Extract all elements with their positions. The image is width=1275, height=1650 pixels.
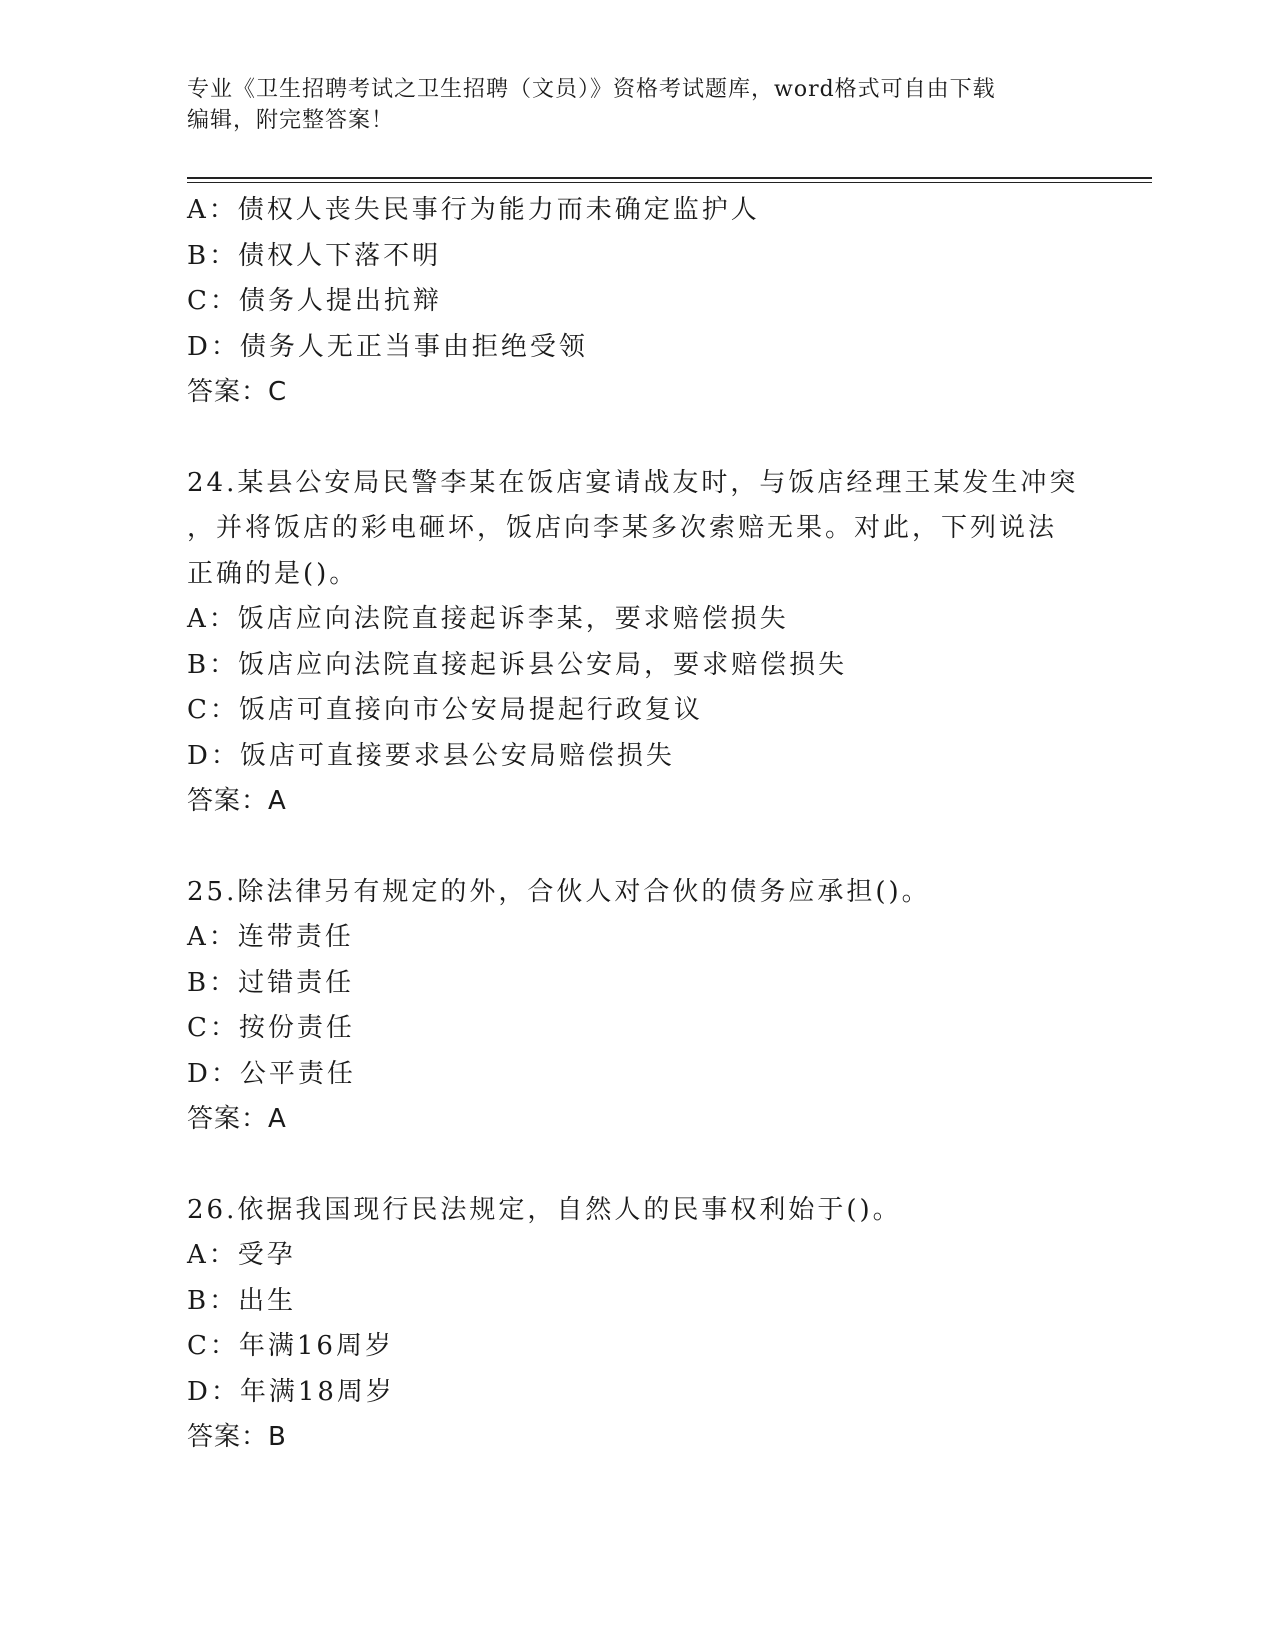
- option-a: A：受孕: [187, 1240, 296, 1270]
- option-a: A：债权人丧失民事行为能力而未确定监护人: [187, 195, 760, 225]
- option-c: C：按份责任: [187, 1013, 355, 1043]
- question-stem-line: 正确的是()。: [187, 558, 359, 589]
- document-header: [187, 74, 1087, 136]
- option-b: B：债权人下落不明: [187, 240, 442, 271]
- header-divider-thin: [187, 182, 1152, 183]
- question-24: [187, 461, 1087, 825]
- option-d: D：饭店可直接要求县公安局赔偿损失: [187, 740, 675, 771]
- option-b: B：出生: [187, 1285, 297, 1316]
- option-d: D：债务人无正当事由拒绝受领: [187, 331, 588, 362]
- option-c: C：饭店可直接向市公安局提起行政复议: [187, 695, 703, 725]
- spacer: [187, 1143, 1087, 1188]
- option-d: D：年满18周岁: [187, 1376, 395, 1407]
- spacer: [187, 825, 1087, 870]
- header-line-2: 编辑，附完整答案！: [187, 108, 395, 133]
- question-stem-line: 25.除法律另有规定的外，合伙人对合伙的债务应承担()。: [187, 876, 931, 907]
- question-stem-line: ，并将饭店的彩电砸坏，饭店向李某多次索赔无果。对此，下列说法: [187, 513, 1058, 543]
- answer-line: 答案：A: [187, 786, 287, 816]
- spacer: [187, 416, 1087, 461]
- option-c: C：年满16周岁: [187, 1331, 394, 1361]
- option-c: C：债务人提出抗辩: [187, 286, 442, 316]
- question-stem-line: 26.依据我国现行民法规定，自然人的民事权利始于()。: [187, 1194, 902, 1225]
- answer-line: 答案：B: [187, 1422, 287, 1452]
- option-a: A：饭店应向法院直接起诉李某，要求赔偿损失: [187, 604, 789, 634]
- option-d: D：公平责任: [187, 1058, 356, 1089]
- answer-line: 答案：A: [187, 1104, 287, 1134]
- question-25: [187, 870, 1087, 1143]
- question-23-continued: [187, 188, 1087, 416]
- question-26: [187, 1188, 1087, 1461]
- header-line-1: 专业《卫生招聘考试之卫生招聘（文员）》资格考试题库，word格式可自由下载: [187, 77, 996, 102]
- header-divider-thick: [187, 177, 1152, 179]
- question-stem-line: 24.某县公安局民警李某在饭店宴请战友时，与饭店经理王某发生冲突: [187, 467, 1079, 498]
- question-list: [187, 188, 1087, 1461]
- option-b: B：饭店应向法院直接起诉县公安局，要求赔偿损失: [187, 649, 848, 680]
- option-a: A：连带责任: [187, 922, 354, 952]
- answer-line: 答案：C: [187, 377, 288, 407]
- option-b: B：过错责任: [187, 967, 355, 998]
